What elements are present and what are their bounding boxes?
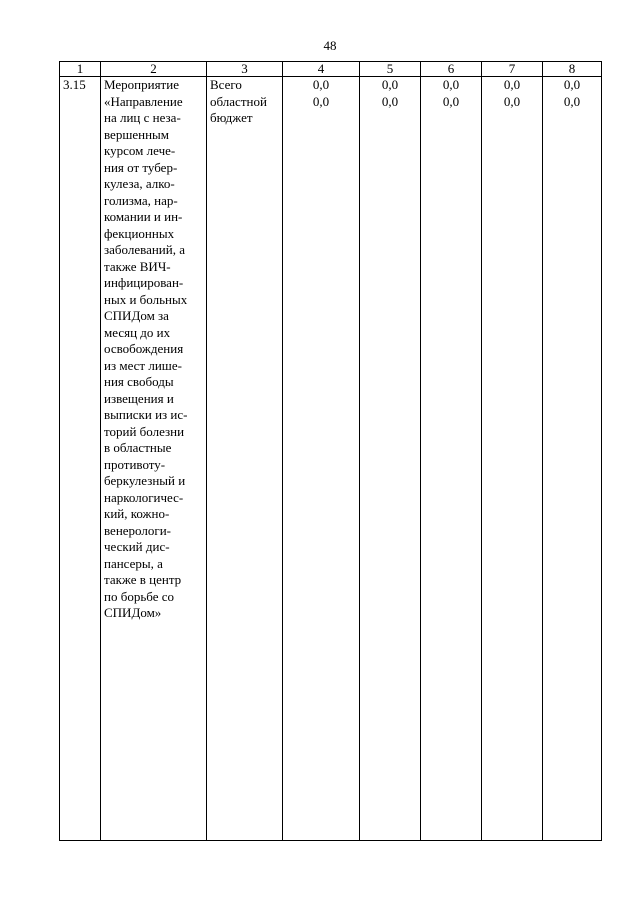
- description-line: пансеры, а: [104, 555, 163, 571]
- value-total: 0,0: [442, 77, 460, 92]
- description-line: комании и ин-: [104, 209, 183, 224]
- description-line: ния от тубер-: [104, 159, 178, 175]
- description-line: кулеза, алко-: [104, 176, 175, 191]
- column-number: 3: [207, 62, 283, 77]
- row-number: 3.15: [60, 77, 101, 841]
- description-line: торий болезни: [104, 423, 185, 439]
- description-line: Мероприятие: [104, 77, 179, 92]
- description-line: беркулезный и: [104, 473, 186, 488]
- column-number: 8: [543, 62, 602, 77]
- value-cell-col4: [283, 77, 360, 841]
- value-total: 0,0: [503, 77, 521, 92]
- description-line: выписки из ис-: [104, 407, 188, 422]
- description-line: вершенным: [104, 126, 169, 142]
- column-numbers-row: [60, 62, 602, 77]
- description-line: «Направление: [104, 93, 183, 109]
- description-line: также в центр: [104, 572, 182, 587]
- funding-source-regional: бюджет: [210, 110, 253, 125]
- value-cell-col6: [421, 77, 482, 841]
- column-number: 7: [482, 62, 543, 77]
- value-regional: 0,0: [503, 93, 521, 109]
- column-number: 4: [283, 62, 360, 77]
- description-line: курсом лече-: [104, 143, 176, 158]
- column-number: 1: [60, 62, 101, 77]
- description-line: месяц до их: [104, 324, 171, 340]
- description-line: венерологи-: [104, 522, 171, 538]
- description-line: голизма, нар-: [104, 192, 178, 208]
- value-regional: 0,0: [563, 93, 581, 109]
- value-total: 0,0: [312, 77, 330, 92]
- funding-source-total: Всего: [210, 77, 242, 92]
- description-line: на лиц с неза-: [104, 110, 181, 125]
- description-line: заболеваний, а: [104, 242, 185, 257]
- description-line: извещения и: [104, 390, 174, 406]
- description-line: кий, кожно-: [104, 506, 170, 521]
- description-line: ных и больных: [104, 291, 188, 307]
- value-total: 0,0: [563, 77, 581, 92]
- funding-source-regional: областной: [210, 93, 267, 109]
- description-line: инфицирован-: [104, 275, 184, 290]
- table-row: [60, 77, 602, 841]
- description-line: СПИДом»: [104, 605, 162, 620]
- column-number: 5: [360, 62, 421, 77]
- description-line: освобождения: [104, 341, 184, 356]
- value-total: 0,0: [381, 77, 399, 92]
- activity-description: [101, 77, 207, 841]
- description-line: СПИДом за: [104, 308, 169, 323]
- page-number: 48: [323, 38, 337, 53]
- value-regional: 0,0: [442, 93, 460, 109]
- description-line: в областные: [104, 440, 172, 455]
- funding-source: [207, 77, 283, 841]
- description-line: из мест лише-: [104, 357, 182, 373]
- value-regional: 0,0: [381, 93, 399, 109]
- description-line: противоту-: [104, 456, 166, 472]
- value-regional: 0,0: [312, 93, 330, 109]
- value-cell-col8: [543, 77, 602, 841]
- column-number: 6: [421, 62, 482, 77]
- value-cell-col5: [360, 77, 421, 841]
- description-line: ческий дис-: [104, 539, 170, 554]
- column-number: 2: [101, 62, 207, 77]
- description-line: по борьбе со: [104, 588, 174, 604]
- description-line: ния свободы: [104, 374, 174, 389]
- value-cell-col7: [482, 77, 543, 841]
- description-line: также ВИЧ-: [104, 258, 171, 274]
- program-table: [59, 61, 602, 841]
- description-line: фекционных: [104, 225, 175, 241]
- description-line: наркологичес-: [104, 489, 184, 505]
